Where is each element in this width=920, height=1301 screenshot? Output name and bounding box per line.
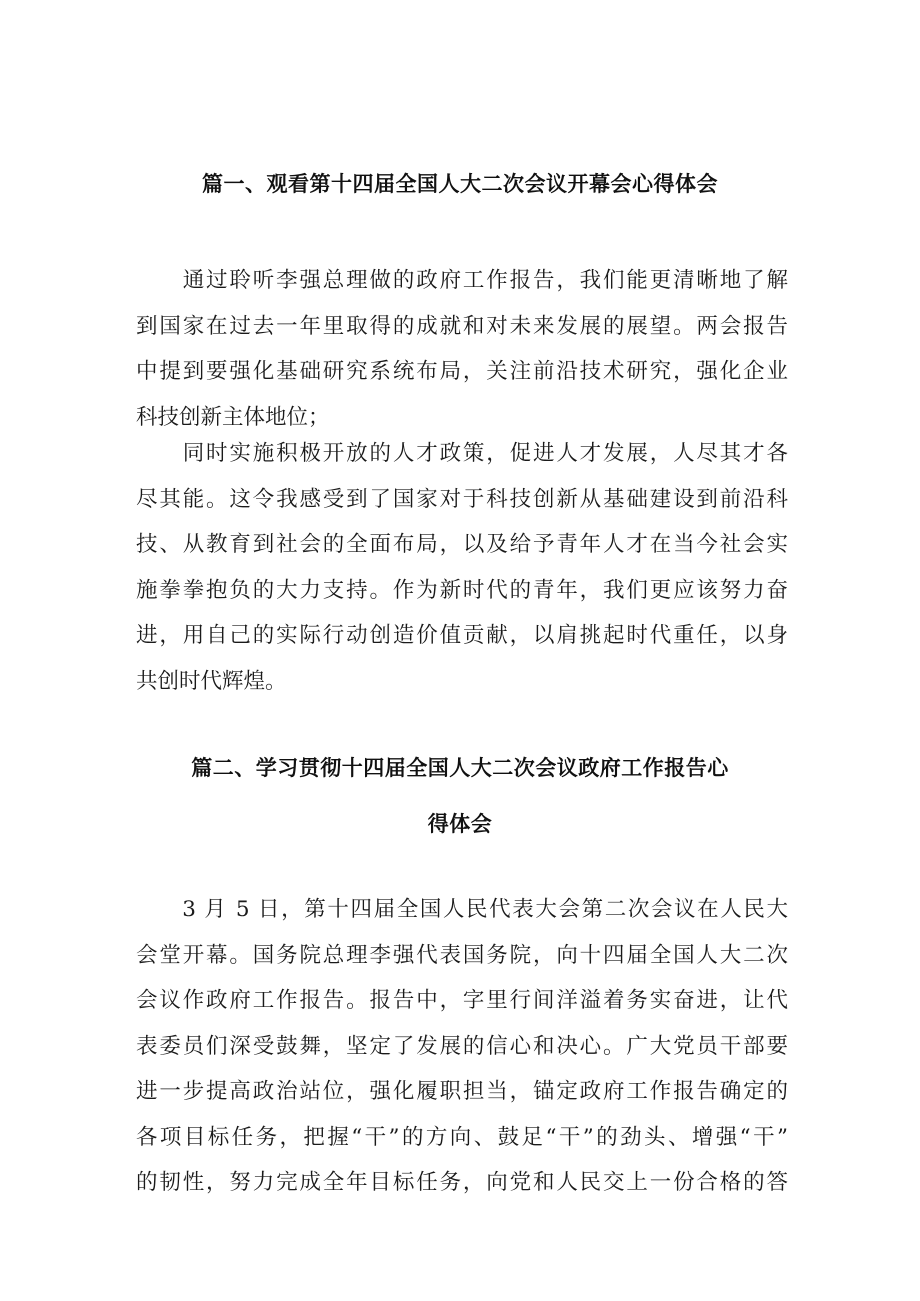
text-line: 进一步提高政治站位，强化履职担当，锚定政府工作报告确定的 bbox=[136, 1079, 788, 1104]
section-2-title-line-1: 篇二、学习贯彻十四届全国人大二次会议政府工作报告心 bbox=[191, 756, 729, 780]
text-line: 技、从教育到社会的全面布局，以及给予青年人才在当今社会实 bbox=[136, 532, 788, 557]
text-line: 科技创新主体地位； bbox=[136, 404, 330, 430]
text-line: 施拳拳抱负的大力支持。作为新时代的青年，我们更应该努力奋 bbox=[136, 577, 788, 603]
text-line: 尽其能。这令我感受到了国家对于科技创新从基础建设到前沿科 bbox=[136, 486, 788, 512]
text-line: 会议作政府工作报告。报告中，字里行间洋溢着务实奋进，让代 bbox=[136, 988, 788, 1013]
text-line: 通过聆听李强总理做的政府工作报告，我们能更清晰地了解 bbox=[136, 268, 788, 293]
text-line: 进，用自己的实际行动创造价值贡献，以肩挑起时代重任，以身 bbox=[136, 623, 788, 648]
text-line: 的韧性，努力完成全年目标任务，向党和人民交上一份合格的答 bbox=[136, 1170, 788, 1195]
text-line: 共创时代辉煌。 bbox=[136, 668, 287, 694]
section-1-paragraph-2 bbox=[136, 431, 788, 704]
text-line: 中提到要强化基础研究系统布局，关注前沿技术研究，强化企业 bbox=[136, 359, 788, 384]
text-line: 3 月 5 日，第十四届全国人民代表大会第二次会议在人民大 bbox=[136, 897, 788, 922]
section-1-paragraph-1 bbox=[136, 258, 788, 440]
text-line: 会堂开幕。国务院总理李强代表国务院，向十四届全国人大二次 bbox=[136, 942, 788, 968]
section-1-title: 篇一、观看第十四届全国人大二次会议开幕会心得体会 bbox=[202, 172, 718, 196]
text-line: 到国家在过去一年里取得的成就和对未来发展的展望。两会报告 bbox=[136, 313, 788, 339]
section-2-title-line-2: 得体会 bbox=[427, 812, 493, 836]
text-line: 表委员们深受鼓舞，坚定了发展的信心和决心。广大党员干部要 bbox=[136, 1033, 788, 1059]
text-line: 同时实施积极开放的人才政策，促进人才发展，人尽其才各 bbox=[136, 441, 788, 466]
section-2-paragraph-1 bbox=[136, 887, 788, 1206]
text-line: 各项目标任务，把握“干”的方向、鼓足“干”的劲头、增强“干” bbox=[136, 1124, 788, 1150]
